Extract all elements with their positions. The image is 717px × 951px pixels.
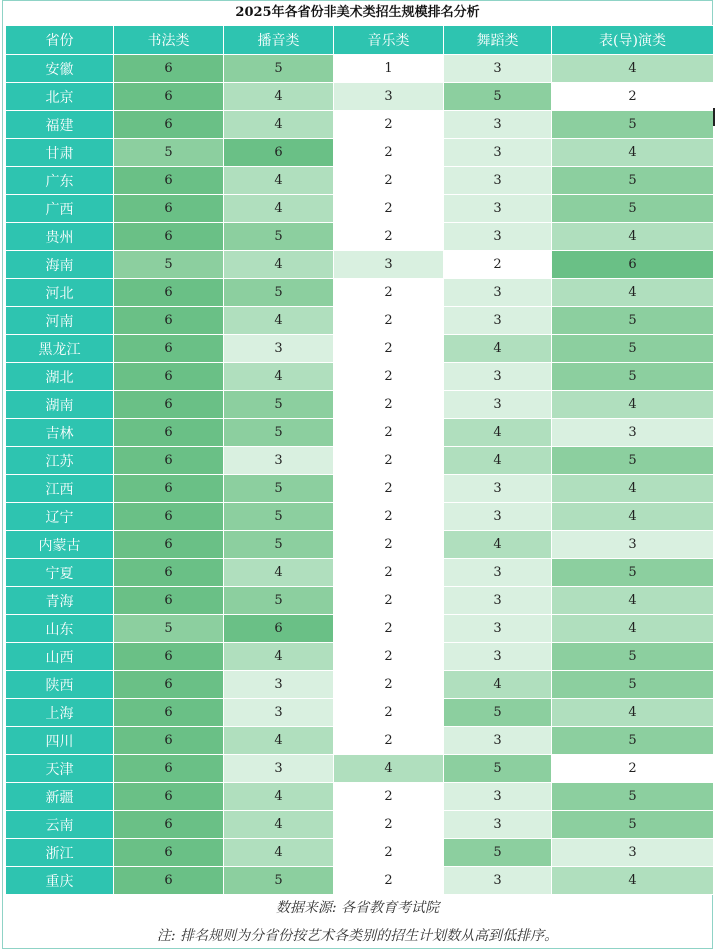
table-row [6, 559, 714, 587]
cell-performance: 5 [552, 111, 714, 139]
col-header-performance: 表(导)演类 [552, 26, 714, 55]
cell-music: 2 [334, 195, 444, 223]
cell-broadcasting: 6 [224, 139, 334, 167]
cell-calligraphy: 6 [114, 783, 224, 811]
cell-music: 2 [334, 867, 444, 895]
table-row [6, 251, 714, 279]
cell-broadcasting: 4 [224, 167, 334, 195]
cell-calligraphy: 6 [114, 419, 224, 447]
cell-performance: 5 [552, 447, 714, 475]
cell-performance: 4 [552, 55, 714, 83]
table-row [6, 83, 714, 111]
cell-performance: 4 [552, 615, 714, 643]
cell-calligraphy: 6 [114, 643, 224, 671]
cell-broadcasting: 5 [224, 531, 334, 559]
cell-province: 福建 [6, 111, 114, 139]
cell-broadcasting: 5 [224, 475, 334, 503]
cell-broadcasting: 4 [224, 727, 334, 755]
table-row [6, 503, 714, 531]
cell-calligraphy: 6 [114, 475, 224, 503]
cell-calligraphy: 6 [114, 503, 224, 531]
table-row [6, 419, 714, 447]
cell-music: 2 [334, 363, 444, 391]
cell-music: 2 [334, 503, 444, 531]
cell-province: 浙江 [6, 839, 114, 867]
cell-performance: 6 [552, 251, 714, 279]
cell-calligraphy: 6 [114, 727, 224, 755]
cell-province: 重庆 [6, 867, 114, 895]
cell-broadcasting: 4 [224, 839, 334, 867]
cell-music: 1 [334, 55, 444, 83]
col-header-calligraphy: 书法类 [114, 26, 224, 55]
cell-province: 辽宁 [6, 503, 114, 531]
cell-province: 山西 [6, 643, 114, 671]
cell-province: 安徽 [6, 55, 114, 83]
cell-performance: 5 [552, 363, 714, 391]
cell-calligraphy: 6 [114, 167, 224, 195]
cell-calligraphy: 6 [114, 195, 224, 223]
cell-dance: 3 [444, 783, 552, 811]
cell-dance: 3 [444, 195, 552, 223]
cell-broadcasting: 3 [224, 335, 334, 363]
cell-calligraphy: 5 [114, 251, 224, 279]
table-row [6, 139, 714, 167]
cell-province: 江西 [6, 475, 114, 503]
cell-province: 海南 [6, 251, 114, 279]
cell-broadcasting: 4 [224, 811, 334, 839]
table-row [6, 391, 714, 419]
cell-province: 河北 [6, 279, 114, 307]
cell-dance: 3 [444, 363, 552, 391]
cell-performance: 3 [552, 531, 714, 559]
table-row [6, 727, 714, 755]
ranking-table [5, 25, 714, 895]
cell-broadcasting: 5 [224, 419, 334, 447]
cell-calligraphy: 6 [114, 335, 224, 363]
table-row [6, 755, 714, 783]
table-row [6, 363, 714, 391]
cell-province: 广西 [6, 195, 114, 223]
cell-music: 2 [334, 615, 444, 643]
cell-broadcasting: 5 [224, 587, 334, 615]
cell-calligraphy: 5 [114, 139, 224, 167]
cell-performance: 5 [552, 195, 714, 223]
cell-music: 2 [334, 139, 444, 167]
cell-province: 贵州 [6, 223, 114, 251]
table-row [6, 811, 714, 839]
cell-calligraphy: 6 [114, 811, 224, 839]
table-row [6, 279, 714, 307]
cell-calligraphy: 6 [114, 391, 224, 419]
table-row [6, 195, 714, 223]
cell-calligraphy: 6 [114, 867, 224, 895]
cell-calligraphy: 6 [114, 307, 224, 335]
col-header-dance: 舞蹈类 [444, 26, 552, 55]
cell-music: 2 [334, 223, 444, 251]
cell-broadcasting: 4 [224, 559, 334, 587]
cell-province: 宁夏 [6, 559, 114, 587]
cell-dance: 3 [444, 223, 552, 251]
cell-province: 江苏 [6, 447, 114, 475]
cell-music: 2 [334, 307, 444, 335]
cell-province: 上海 [6, 699, 114, 727]
cell-performance: 4 [552, 503, 714, 531]
cell-dance: 5 [444, 755, 552, 783]
cell-dance: 3 [444, 111, 552, 139]
cell-music: 2 [334, 587, 444, 615]
cell-performance: 5 [552, 727, 714, 755]
cell-broadcasting: 4 [224, 111, 334, 139]
cell-music: 2 [334, 671, 444, 699]
cell-broadcasting: 4 [224, 363, 334, 391]
table-row [6, 643, 714, 671]
cell-performance: 5 [552, 671, 714, 699]
cell-performance: 4 [552, 587, 714, 615]
table-row [6, 475, 714, 503]
cell-broadcasting: 4 [224, 307, 334, 335]
cell-music: 2 [334, 559, 444, 587]
cell-broadcasting: 4 [224, 643, 334, 671]
cell-calligraphy: 6 [114, 363, 224, 391]
cell-performance: 5 [552, 335, 714, 363]
cell-dance: 3 [444, 867, 552, 895]
cell-music: 2 [334, 531, 444, 559]
cell-music: 2 [334, 167, 444, 195]
cell-performance: 3 [552, 419, 714, 447]
cell-province: 天津 [6, 755, 114, 783]
cell-broadcasting: 5 [224, 279, 334, 307]
ranking-table-card [2, 0, 713, 949]
cell-calligraphy: 6 [114, 223, 224, 251]
cell-dance: 3 [444, 587, 552, 615]
table-body [6, 55, 714, 895]
table-row [6, 167, 714, 195]
cell-calligraphy: 6 [114, 587, 224, 615]
cell-dance: 3 [444, 727, 552, 755]
col-header-music: 音乐类 [334, 26, 444, 55]
cell-province: 广东 [6, 167, 114, 195]
cell-province: 新疆 [6, 783, 114, 811]
cell-broadcasting: 5 [224, 223, 334, 251]
cell-broadcasting: 3 [224, 447, 334, 475]
cell-dance: 4 [444, 335, 552, 363]
cell-calligraphy: 6 [114, 755, 224, 783]
cell-performance: 4 [552, 279, 714, 307]
cell-performance: 5 [552, 811, 714, 839]
cell-province: 甘肃 [6, 139, 114, 167]
table-row [6, 615, 714, 643]
table-row [6, 699, 714, 727]
cell-broadcasting: 4 [224, 251, 334, 279]
cell-calligraphy: 6 [114, 111, 224, 139]
cell-province: 陕西 [6, 671, 114, 699]
cell-dance: 3 [444, 391, 552, 419]
table-row [6, 111, 714, 139]
cell-dance: 4 [444, 531, 552, 559]
table-row [6, 839, 714, 867]
cell-broadcasting: 3 [224, 755, 334, 783]
cell-broadcasting: 5 [224, 391, 334, 419]
cell-broadcasting: 4 [224, 83, 334, 111]
cell-dance: 3 [444, 167, 552, 195]
cell-calligraphy: 6 [114, 55, 224, 83]
cell-calligraphy: 6 [114, 839, 224, 867]
table-row [6, 531, 714, 559]
cell-calligraphy: 6 [114, 671, 224, 699]
cell-dance: 5 [444, 83, 552, 111]
cell-dance: 4 [444, 447, 552, 475]
cell-dance: 3 [444, 307, 552, 335]
cell-dance: 3 [444, 643, 552, 671]
cell-music: 2 [334, 279, 444, 307]
cell-performance: 5 [552, 167, 714, 195]
cell-province: 河南 [6, 307, 114, 335]
cell-calligraphy: 6 [114, 447, 224, 475]
cell-dance: 3 [444, 559, 552, 587]
cell-dance: 2 [444, 251, 552, 279]
cell-performance: 4 [552, 139, 714, 167]
cell-province: 黑龙江 [6, 335, 114, 363]
cell-province: 内蒙古 [6, 531, 114, 559]
cell-music: 4 [334, 755, 444, 783]
cell-province: 湖南 [6, 391, 114, 419]
cell-performance: 4 [552, 475, 714, 503]
edge-marker [713, 108, 715, 126]
table-row [6, 783, 714, 811]
table-row [6, 867, 714, 895]
cell-performance: 5 [552, 307, 714, 335]
cell-performance: 2 [552, 755, 714, 783]
cell-dance: 5 [444, 839, 552, 867]
cell-broadcasting: 3 [224, 699, 334, 727]
cell-province: 四川 [6, 727, 114, 755]
cell-performance: 5 [552, 783, 714, 811]
ranking-note: 注: 排名规则为分省份按艺术各类别的招生计划数从高到低排序。 [156, 928, 559, 944]
col-header-broadcasting: 播音类 [224, 26, 334, 55]
cell-calligraphy: 6 [114, 559, 224, 587]
cell-music: 2 [334, 447, 444, 475]
cell-music: 2 [334, 811, 444, 839]
cell-performance: 5 [552, 559, 714, 587]
cell-music: 2 [334, 643, 444, 671]
cell-province: 山东 [6, 615, 114, 643]
cell-province: 吉林 [6, 419, 114, 447]
cell-music: 3 [334, 251, 444, 279]
cell-music: 2 [334, 475, 444, 503]
cell-music: 2 [334, 419, 444, 447]
cell-dance: 3 [444, 139, 552, 167]
cell-performance: 4 [552, 391, 714, 419]
cell-calligraphy: 6 [114, 279, 224, 307]
table-row [6, 671, 714, 699]
cell-music: 2 [334, 727, 444, 755]
cell-dance: 4 [444, 671, 552, 699]
cell-music: 3 [334, 83, 444, 111]
cell-dance: 3 [444, 811, 552, 839]
cell-broadcasting: 4 [224, 783, 334, 811]
cell-broadcasting: 4 [224, 195, 334, 223]
cell-performance: 2 [552, 83, 714, 111]
table-row [6, 307, 714, 335]
cell-performance: 3 [552, 839, 714, 867]
cell-performance: 4 [552, 223, 714, 251]
cell-broadcasting: 5 [224, 55, 334, 83]
cell-calligraphy: 5 [114, 615, 224, 643]
cell-dance: 3 [444, 503, 552, 531]
table-row [6, 335, 714, 363]
cell-dance: 3 [444, 475, 552, 503]
cell-music: 2 [334, 839, 444, 867]
header-row [6, 26, 714, 55]
data-source: 数据来源: 各省教育考试院 [275, 900, 440, 916]
table-row [6, 447, 714, 475]
cell-performance: 4 [552, 699, 714, 727]
cell-music: 2 [334, 111, 444, 139]
table-row [6, 587, 714, 615]
col-header-province: 省份 [6, 26, 114, 55]
table-row [6, 223, 714, 251]
cell-music: 2 [334, 391, 444, 419]
cell-broadcasting: 6 [224, 615, 334, 643]
cell-performance: 4 [552, 867, 714, 895]
cell-dance: 3 [444, 279, 552, 307]
cell-dance: 5 [444, 699, 552, 727]
cell-broadcasting: 3 [224, 671, 334, 699]
cell-calligraphy: 6 [114, 83, 224, 111]
cell-province: 云南 [6, 811, 114, 839]
cell-performance: 5 [552, 643, 714, 671]
cell-calligraphy: 6 [114, 531, 224, 559]
cell-broadcasting: 5 [224, 503, 334, 531]
cell-music: 2 [334, 335, 444, 363]
cell-dance: 3 [444, 55, 552, 83]
cell-province: 北京 [6, 83, 114, 111]
table-row [6, 55, 714, 83]
cell-calligraphy: 6 [114, 699, 224, 727]
cell-province: 湖北 [6, 363, 114, 391]
cell-dance: 4 [444, 419, 552, 447]
cell-broadcasting: 5 [224, 867, 334, 895]
cell-music: 2 [334, 699, 444, 727]
chart-title: 2025年各省份非美术类招生规模排名分析 [235, 5, 480, 20]
cell-province: 青海 [6, 587, 114, 615]
cell-music: 2 [334, 783, 444, 811]
cell-dance: 3 [444, 615, 552, 643]
